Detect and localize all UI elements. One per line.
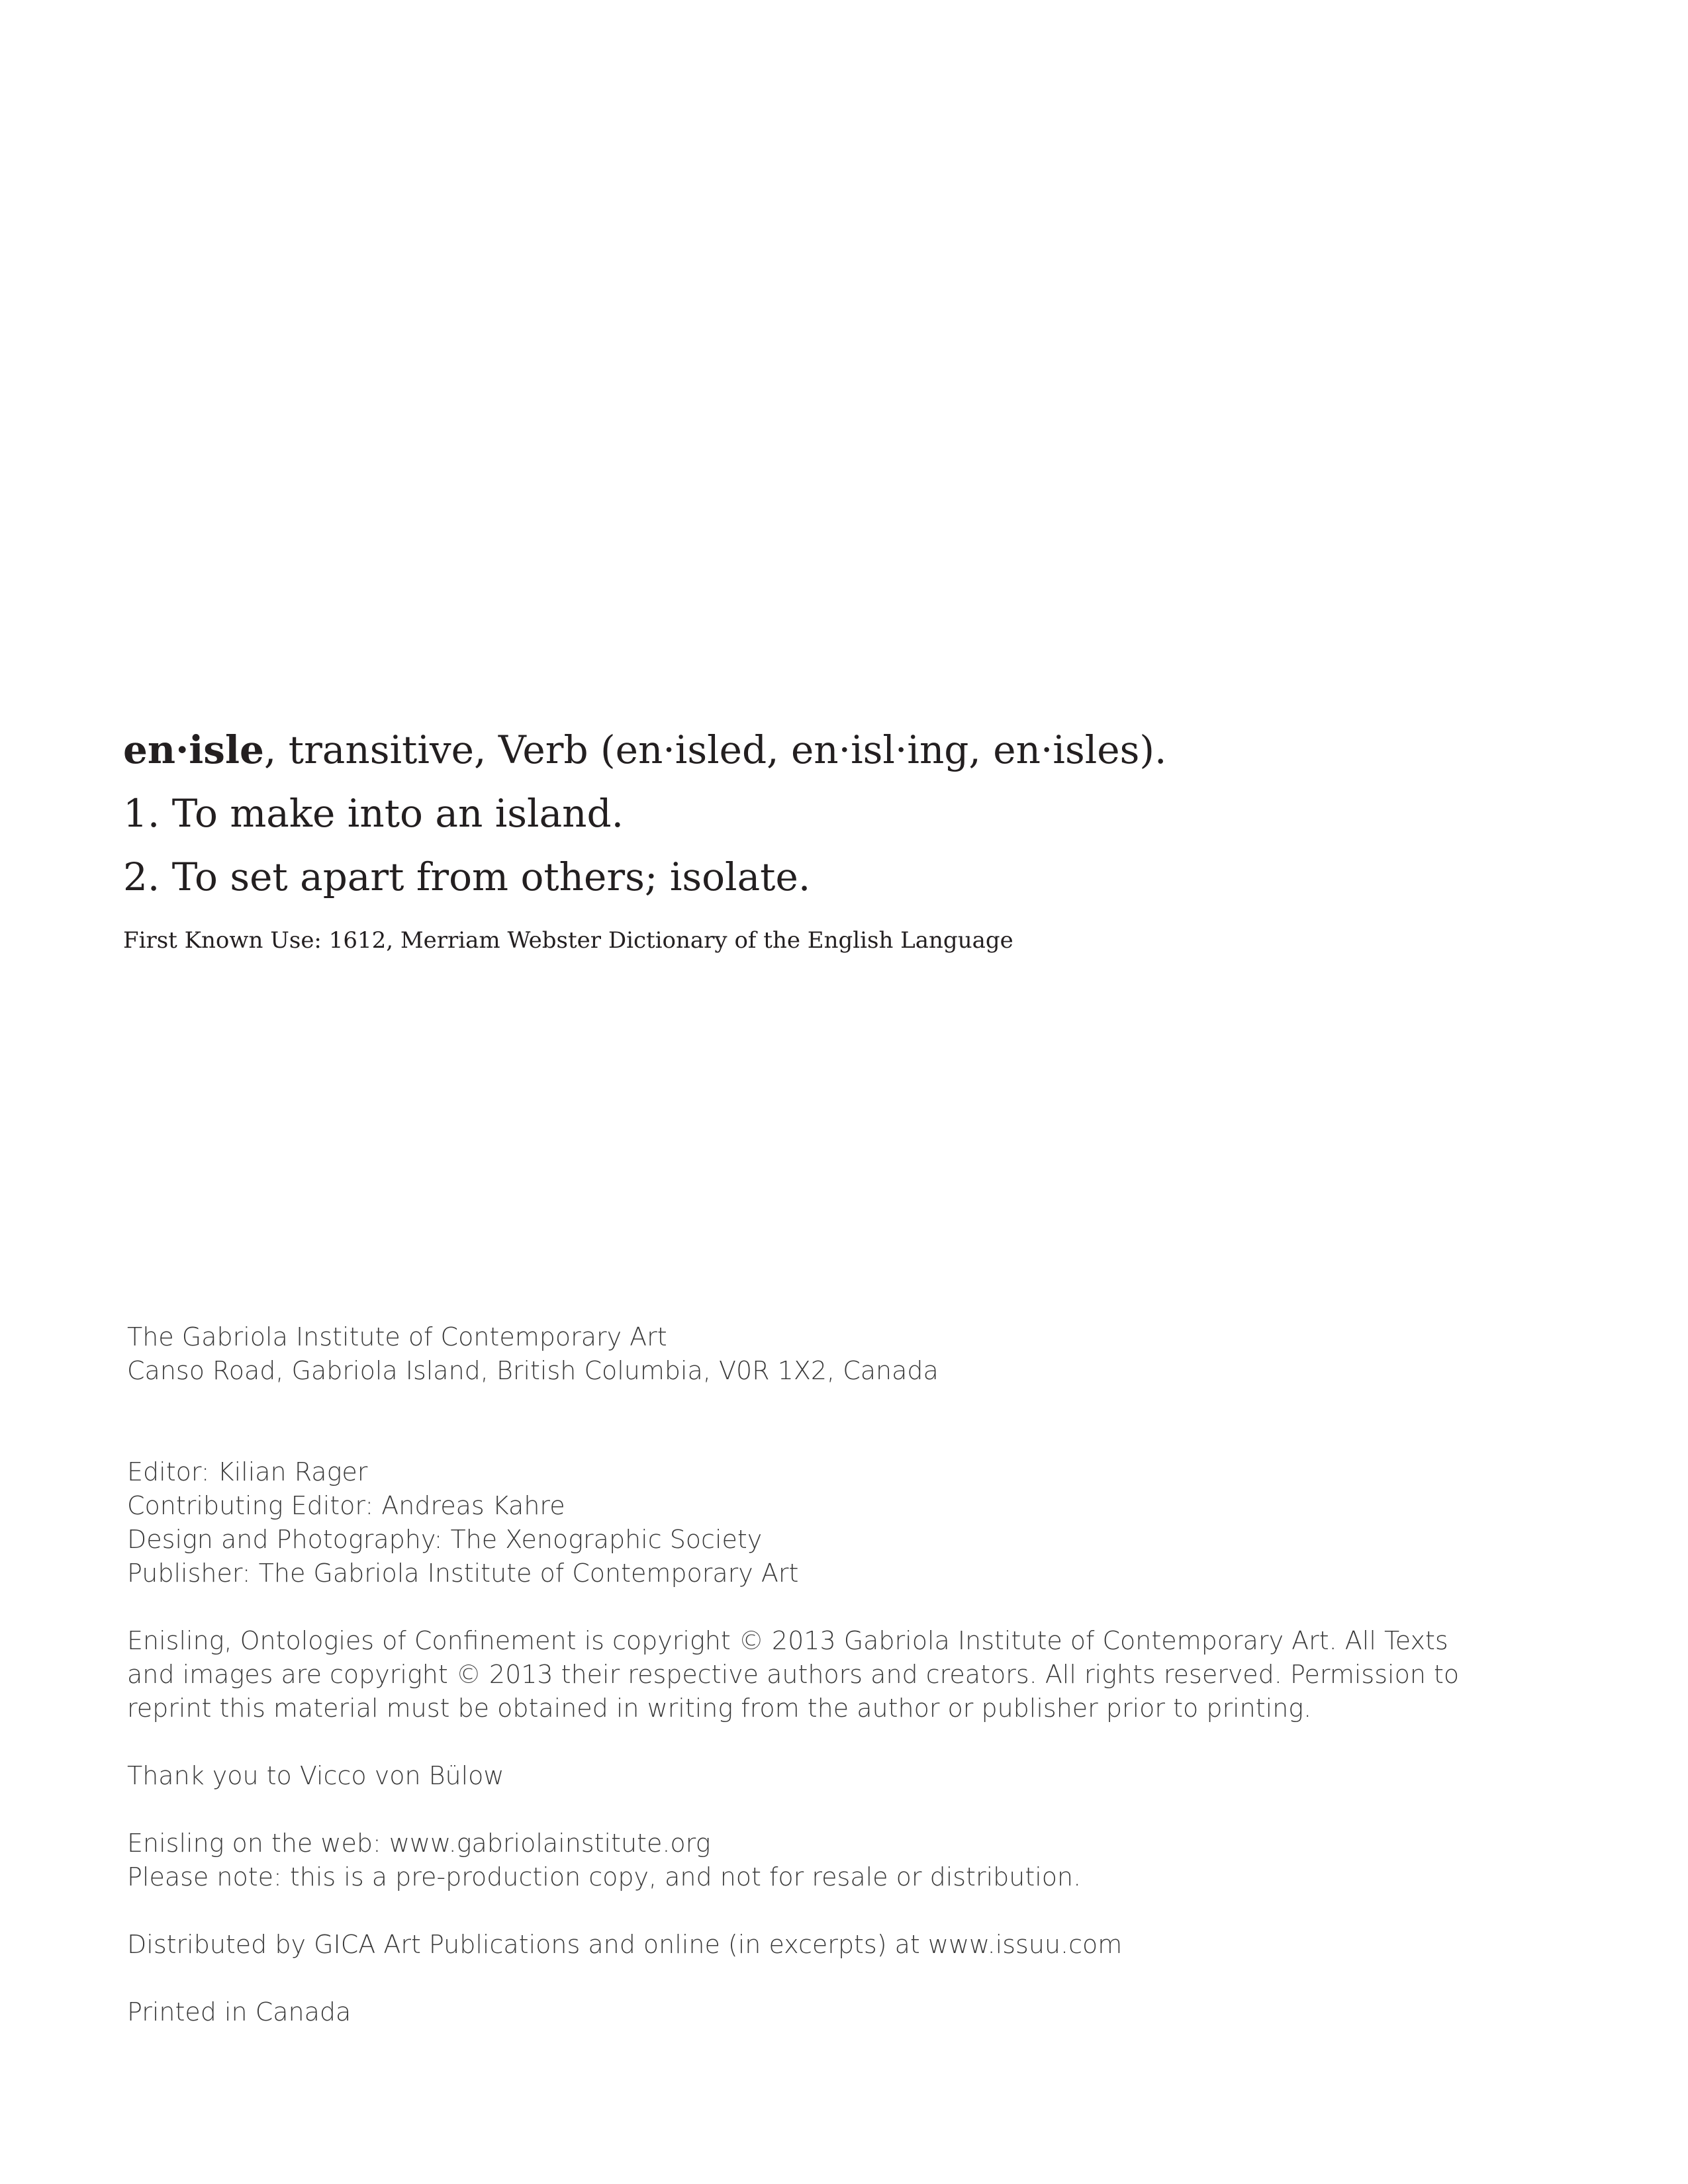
distribution-block [127,1928,1484,1962]
distribution-line: Distributed by GICA Art Publications and online (in excerpts) at www.issuu.com [127,1930,1123,1959]
copyright-line: and images are copyright © 2013 their respective authors and creators. All rights reserved. Permission to [127,1660,1460,1689]
credit-line: Contributing Editor: Andreas Kahre [127,1491,565,1520]
printed-block [127,1995,1484,2029]
copyright-line: reprint this material must be obtained in writing from the author or publisher prior to printing. [127,1694,1312,1723]
web-block [127,1827,1484,1894]
headword: en·isle [123,727,264,772]
institution-address: Canso Road, Gabriola Island, British Columbia, V0R 1X2, Canada [127,1356,939,1385]
credit-line: Editor: Kilian Rager [127,1457,368,1486]
colophon [127,1320,1484,2029]
thanks-block [127,1759,1484,1793]
thanks-line: Thank you to Vicco von Bülow [127,1761,504,1790]
copyright-line: Enisling, Ontologies of Confinement is copyright © 2013 Gabriola Institute of Contemporary Art. All Texts [127,1626,1448,1655]
definition-source: First Known Use: 1612, Merriam Webster Dictionary of the English Language [123,927,1013,954]
copyright-block [127,1624,1484,1725]
dictionary-definition [123,718,1513,955]
printed-line: Printed in Canada [127,1997,352,2026]
web-line: Enisling on the web: www.gabriolainstitute.org [127,1829,711,1858]
grammar-info: , transitive, Verb (en·isled, en·isl·ing, en·isles). [263,727,1167,772]
definition-sense-1: 1. To make into an island. [123,791,624,836]
preproduction-note: Please note: this is a pre-production copy, and not for resale or distribution. [127,1862,1082,1891]
credit-line: Publisher: The Gabriola Institute of Contemporary Art [127,1559,799,1588]
institution-name: The Gabriola Institute of Contemporary Art [127,1322,667,1351]
credits-block [127,1455,1484,1590]
institution-block [127,1320,1484,1388]
definition-headline [123,718,1513,782]
credit-line: Design and Photography: The Xenographic Society [127,1525,763,1554]
definition-sense-2: 2. To set apart from others; isolate. [123,854,811,899]
